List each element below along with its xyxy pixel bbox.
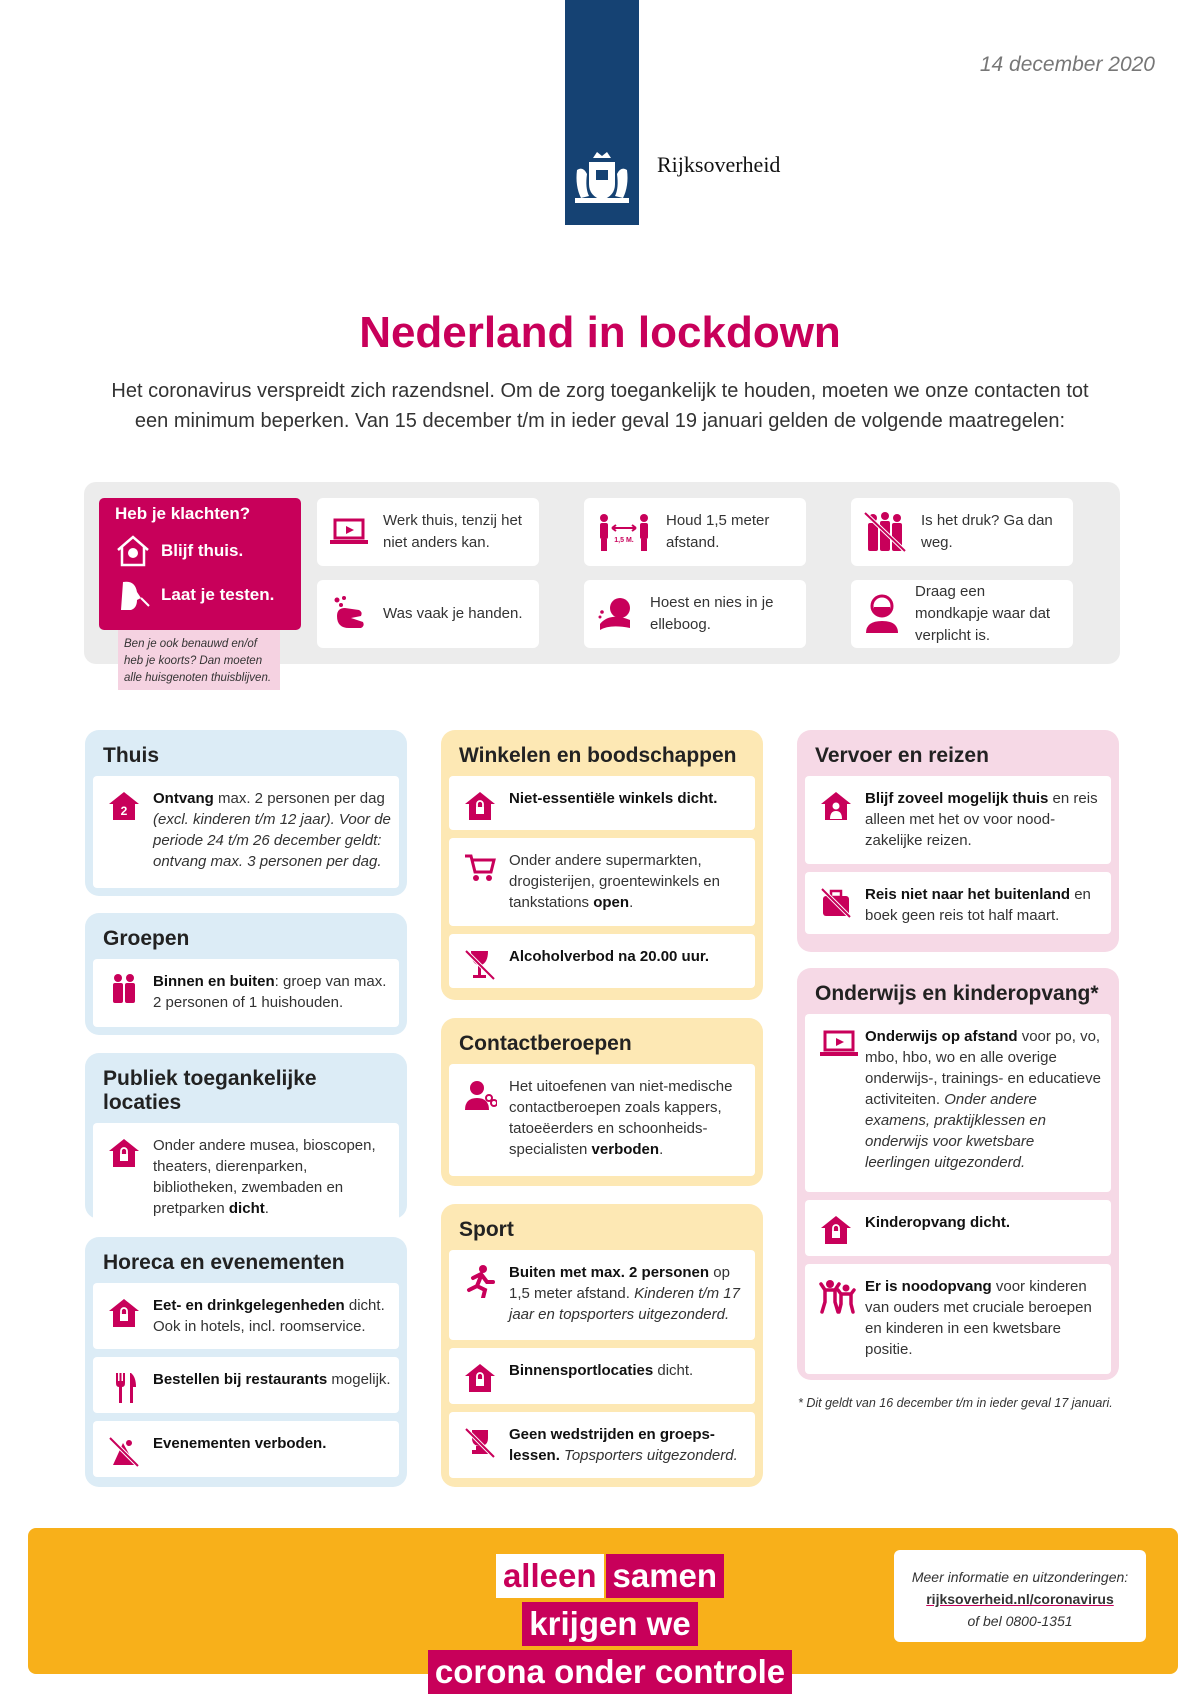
item-bold: Eet- en drinkgelegenheden <box>153 1297 345 1314</box>
page-title: Nederland in lockdown <box>359 308 841 357</box>
stay-home-row <box>115 534 285 568</box>
list-item <box>449 1064 755 1176</box>
section-vervoer <box>797 730 1119 952</box>
slogan-word: krijgen we <box>522 1602 697 1646</box>
stay-home-label: Blijf thuis. <box>161 541 244 560</box>
get-tested-label: Laat je testen. <box>161 585 275 604</box>
tip-work-home <box>317 498 539 566</box>
item-text: voor po, vo, mbo, hbo, wo en alle overige onderwijs-, trainings- en educatieve activiteiten. <box>865 1028 1101 1108</box>
no-travel-icon <box>819 886 853 920</box>
no-alcohol-icon <box>463 948 497 982</box>
list-item <box>93 1283 399 1349</box>
list-item <box>93 776 399 888</box>
item-text: voor kinderen van ouders met cruciale beroepen en kinderen in een kwetsbare positie. <box>865 1278 1092 1358</box>
item-bold: open <box>593 894 630 911</box>
tip-wash-hands <box>317 580 539 648</box>
closed-house-icon <box>107 1137 141 1169</box>
list-item <box>93 1421 399 1477</box>
item-italic: (excl. kinderen t/m 12 jaar). Voor de periode 24 t/m 26 december geldt: ontvang max. 3 personen per dag. <box>153 811 391 870</box>
item-bold: Er is noodopvang <box>865 1278 992 1295</box>
cough-elbow-icon <box>596 594 636 634</box>
item-bold: Binnen en buiten <box>153 973 275 990</box>
section-title: Groepen <box>103 927 190 950</box>
no-trophy-icon <box>463 1426 497 1460</box>
item-bold: Ontvang <box>153 790 214 807</box>
list-item <box>805 1264 1111 1374</box>
home-sick-icon <box>115 534 151 568</box>
tip-label: Houd 1,5 meter afstand. <box>666 512 770 551</box>
item-text: Het uitoefenen van niet-medische contactberoepen zoals kappers, tatoeëerders en schoonheids-specialisten <box>509 1078 733 1158</box>
closed-house-icon <box>463 1362 497 1394</box>
list-item <box>449 1250 755 1340</box>
section-title: Contactberoepen <box>459 1032 632 1055</box>
info-phone: of bel 0800-1351 <box>967 1613 1073 1629</box>
section-title: Publiek toegankelijke locaties <box>103 1067 317 1114</box>
list-item <box>805 872 1111 934</box>
closed-house-icon <box>107 1297 141 1329</box>
item-bold: Evenementen verboden. <box>153 1435 327 1452</box>
cutlery-icon <box>107 1371 141 1405</box>
section-onderwijs <box>797 968 1119 1380</box>
list-item <box>93 959 399 1027</box>
hairdresser-icon <box>463 1078 497 1112</box>
section-sport <box>441 1204 763 1487</box>
tip-label: Is het druk? Ga dan weg. <box>921 512 1053 551</box>
house-two-icon <box>107 790 141 822</box>
item-text: en boek geen reis tot half maart. <box>865 886 1091 924</box>
list-item <box>449 934 755 988</box>
closed-house-icon <box>463 790 497 822</box>
footnote: * Dit geldt van 16 december t/m in ieder geval 17 januari. <box>798 1396 1113 1410</box>
section-title: Horeca en evenementen <box>103 1251 345 1274</box>
two-people-icon <box>107 973 141 1005</box>
klachten-question: Heb je klachten? <box>115 504 251 523</box>
list-item <box>449 776 755 830</box>
list-item <box>449 838 755 926</box>
section-title: Sport <box>459 1218 514 1241</box>
item-bold: dicht <box>228 1200 265 1217</box>
list-item <box>93 1357 399 1413</box>
item-bold: Reis niet naar het buitenland <box>865 886 1071 903</box>
tip-crowd <box>851 498 1073 566</box>
list-item <box>93 1123 399 1233</box>
section-winkelen <box>441 730 763 1000</box>
laptop-icon <box>819 1028 859 1060</box>
item-bold: Binnensportlocaties <box>509 1362 654 1379</box>
item-text: op 1,5 meter afstand. <box>509 1264 730 1302</box>
item-bold: verboden <box>591 1141 660 1158</box>
item-bold: Buiten met max. 2 personen <box>509 1264 710 1281</box>
closed-house-icon <box>819 1214 853 1246</box>
item-italic: Kinderen t/m 17 jaar en topsporters uitgezonderd. <box>509 1285 740 1323</box>
logo-text: Rijksoverheid <box>657 152 781 177</box>
item-text: . <box>659 1141 664 1158</box>
shopping-cart-icon <box>463 852 497 884</box>
tip-label: Was vaak je handen. <box>383 605 523 622</box>
date: 14 december 2020 <box>979 53 1155 76</box>
wash-hands-icon <box>329 594 369 634</box>
tip-label: Draag een mondkapje waar dat verplicht is. <box>915 583 1051 644</box>
item-bold: Geen wedstrijden en groeps-lessen. <box>509 1426 715 1464</box>
get-tested-row <box>115 578 285 612</box>
item-text: mogelijk. <box>327 1371 391 1388</box>
tip-label: Werk thuis, tenzij het niet anders kan. <box>383 512 522 551</box>
item-text: dicht. <box>653 1362 694 1379</box>
section-thuis <box>85 730 407 896</box>
svg-text:2: 2 <box>120 804 128 818</box>
item-bold: Niet-essentiële winkels dicht. <box>509 790 718 807</box>
slogan-word: alleen <box>496 1554 604 1598</box>
laptop-icon <box>329 516 369 548</box>
item-bold: Alcoholverbod na 20.00 uur. <box>509 948 710 965</box>
section-publiek <box>85 1053 407 1219</box>
info-line: Meer informatie en uitzonderingen: <box>911 1569 1129 1585</box>
slogan-word: corona onder controle <box>428 1650 792 1694</box>
section-title: Winkelen en boodschappen <box>459 744 737 767</box>
item-text: Onder andere musea, bioscopen, theaters, dierenparken, bibliotheken, zwembaden en pretparken <box>153 1137 376 1217</box>
item-text: Onder andere supermarkten, drogisterijen, groentewinkels en tankstations <box>509 852 720 911</box>
runner-icon <box>463 1264 497 1298</box>
tip-cough-elbow <box>584 580 806 648</box>
info-box <box>894 1550 1146 1642</box>
list-item <box>805 1014 1111 1192</box>
tip-label: Hoest en nies in je elleboog. <box>650 594 774 633</box>
children-icon <box>819 1278 857 1314</box>
klachten-box <box>99 498 301 630</box>
crowd-icon <box>863 511 907 553</box>
distance-label: 1,5 M. <box>614 537 634 544</box>
item-bold: Onderwijs op afstand <box>865 1028 1018 1045</box>
no-events-icon <box>107 1435 141 1469</box>
item-italic: Topsporters uitgezonderd. <box>559 1447 738 1464</box>
info-link[interactable]: rijksoverheid.nl/coronavirus <box>926 1591 1114 1607</box>
item-text: dicht. Ook in hotels, incl. roomservice. <box>153 1297 385 1335</box>
list-item <box>449 1348 755 1404</box>
face-mask-icon <box>863 593 901 635</box>
item-text: en reis alleen met het ov voor nood-zakelijke reizen. <box>865 790 1098 849</box>
item-bold: Bestellen bij restaurants <box>153 1371 328 1388</box>
item-text: . <box>264 1200 269 1217</box>
item-text: : groep van max. 2 personen of 1 huishouden. <box>153 973 387 1011</box>
section-title: Thuis <box>103 744 159 767</box>
crest-icon <box>571 148 633 206</box>
intro-text: Het coronavirus verspreidt zich razendsnel. Om de zorg toegankelijk te houden, moeten we onze contacten tot een minimum beperken. Van 15 december t/m in ieder geval 19 januari gelden de volgende maatregelen: <box>111 380 1089 432</box>
item-text: max. 2 personen per dag <box>213 790 385 807</box>
section-groepen <box>85 913 407 1035</box>
section-title: Vervoer en reizen <box>815 744 989 767</box>
tip-face-mask <box>851 580 1073 648</box>
list-item <box>805 776 1111 864</box>
home-person-icon <box>819 790 853 822</box>
tip-distance <box>584 498 806 566</box>
section-horeca <box>85 1237 407 1487</box>
distance-icon <box>596 512 652 552</box>
slogan <box>420 1552 800 1696</box>
item-bold: Blijf zoveel mogelijk thuis <box>865 790 1049 807</box>
item-text: . <box>629 894 634 911</box>
list-item <box>805 1200 1111 1256</box>
section-contactberoepen <box>441 1018 763 1186</box>
item-italic: Onder andere examens, praktijklessen en onderwijs voor kwetsbare leerlingen uitgezonderd. <box>865 1091 1046 1171</box>
slogan-word: samen <box>606 1554 725 1598</box>
section-title: Onderwijs en kinderopvang* <box>815 982 1099 1005</box>
list-item <box>449 1412 755 1478</box>
test-swab-icon <box>115 578 151 612</box>
item-bold: Kinderopvang dicht. <box>865 1214 1011 1231</box>
klachten-note: Ben je ook benauwd en/of heb je koorts? Dan moeten alle huisgenoten thuisblijven. <box>118 630 280 690</box>
